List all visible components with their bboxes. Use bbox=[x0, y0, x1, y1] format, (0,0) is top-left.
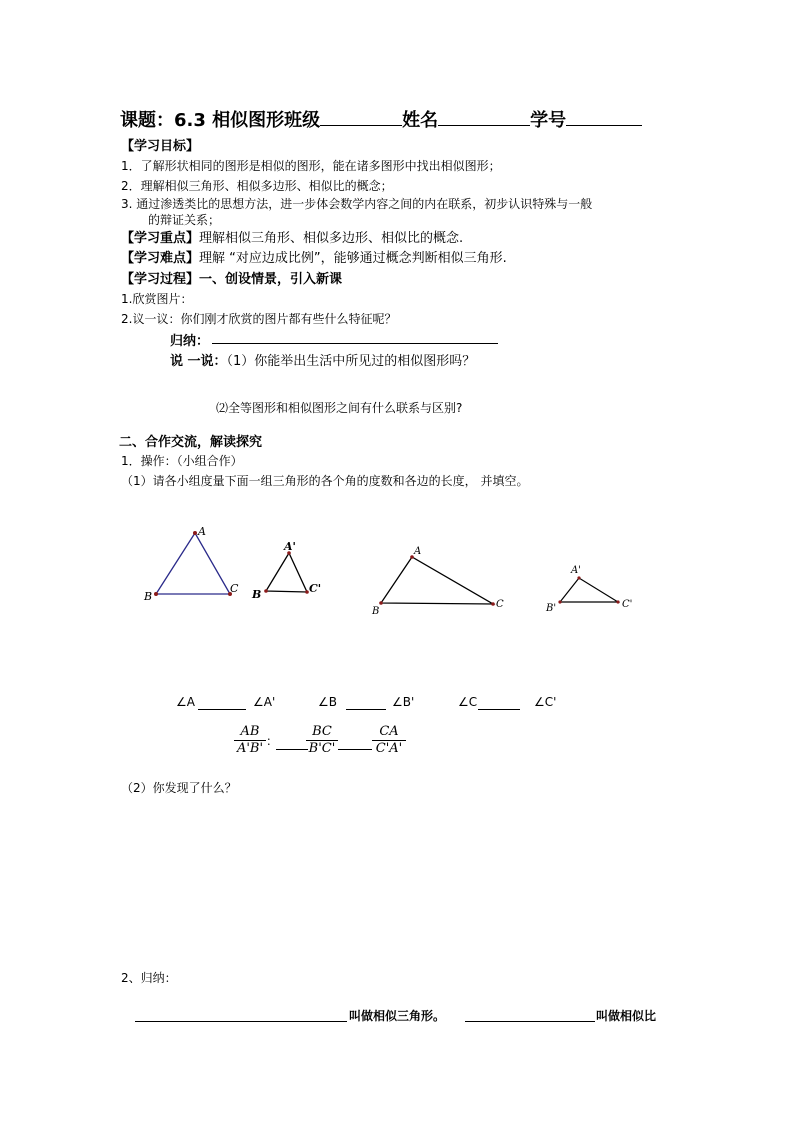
vertex-label: B bbox=[252, 588, 262, 601]
vertex-label: A' bbox=[571, 565, 581, 576]
vertex-label: C' bbox=[309, 582, 322, 595]
angle-b-blank[interactable] bbox=[346, 709, 386, 710]
vertex-label: B bbox=[144, 590, 153, 603]
summary-label: 归纳： bbox=[170, 334, 210, 349]
key-point-label: 【学习重点】 bbox=[121, 231, 200, 246]
ratio-numerator: BC bbox=[306, 724, 338, 741]
angle-c-blank[interactable] bbox=[478, 709, 520, 710]
item-enjoy-pictures: 1.欣赏图片： bbox=[121, 292, 193, 306]
ratio-denominator: B'C' bbox=[308, 741, 336, 756]
vertex-label: B bbox=[372, 606, 380, 617]
objective-item: 3. 通过渗透类比的思想方法，进一步体会数学内容之间的内在联系，初步认识特殊与一般 bbox=[121, 197, 593, 211]
ratio-ab-fraction bbox=[234, 724, 266, 757]
operation-question-1: （1）请各小组度量下面一组三角形的各个角的度数和各边的长度， 并填空。 bbox=[121, 474, 529, 488]
ratio-separator: ： bbox=[266, 734, 279, 748]
difficulty-text: 理解 “对应边成比例”，能够通过概念判断相似三角形. bbox=[199, 251, 507, 266]
triangle-abc-4 bbox=[545, 565, 632, 614]
summary-2-label: 2、归纳： bbox=[121, 971, 177, 985]
ratio-denominator: A'B' bbox=[236, 741, 264, 756]
angle-b-label: ∠B bbox=[318, 695, 337, 709]
vertex-label: C bbox=[496, 599, 504, 610]
vertex-label: A' bbox=[284, 540, 296, 553]
name-label: 姓名 bbox=[402, 110, 439, 131]
vertex-label: A bbox=[414, 546, 422, 557]
operation-label: 1．操作：（小组合作） bbox=[121, 454, 243, 468]
angle-c-label: ∠C bbox=[458, 695, 478, 709]
id-label: 学号 bbox=[530, 110, 567, 131]
angle-b-prime-label: ∠B' bbox=[392, 695, 415, 709]
ratio-blank-2[interactable] bbox=[338, 749, 372, 750]
triangle-abc-1 bbox=[143, 525, 239, 603]
objective-item: 2．理解相似三角形、相似多边形、相似比的概念； bbox=[121, 179, 393, 193]
ratio-blank-1[interactable] bbox=[276, 749, 308, 750]
similarity-ratio-blank[interactable] bbox=[465, 1021, 595, 1022]
class-label: 班级 bbox=[284, 110, 321, 131]
ratio-ca-fraction bbox=[372, 724, 406, 757]
angle-a-label: ∠A bbox=[176, 695, 195, 709]
triangle-abc-3 bbox=[371, 546, 504, 617]
section1-heading: 一、创设情景，引入新课 bbox=[199, 272, 343, 287]
operation-question-2: （2）你发现了什么？ bbox=[121, 781, 237, 795]
angle-a-prime-label: ∠A' bbox=[253, 695, 276, 709]
ratio-numerator: CA bbox=[372, 724, 406, 741]
difficulty-label: 【学习难点】 bbox=[121, 251, 200, 266]
objective-item: 的辩证关系； bbox=[148, 213, 221, 227]
angle-a-blank[interactable] bbox=[198, 709, 246, 710]
section2-heading: 二、合作交流，解读探究 bbox=[119, 435, 263, 450]
say-label: 说 一说： bbox=[170, 354, 227, 369]
vertex-label: B' bbox=[546, 603, 557, 614]
similar-triangles-blank[interactable] bbox=[135, 1021, 347, 1022]
vertex-label: A bbox=[198, 525, 206, 538]
say-question-2: ⑵全等图形和相似图形之间有什么联系与区别? bbox=[216, 401, 463, 415]
vertex-label: C bbox=[230, 582, 239, 595]
key-point-text: 理解相似三角形、相似多边形、相似比的概念. bbox=[199, 231, 464, 246]
ratio-bc-fraction bbox=[306, 724, 338, 757]
say-question-1: （1）你能举出生活中所见过的相似图形吗？ bbox=[226, 354, 476, 369]
title-text: 课题：6.3 相似图形 bbox=[120, 110, 285, 131]
process-label: 【学习过程】 bbox=[121, 272, 200, 287]
objectives-heading: 【学习目标】 bbox=[121, 139, 200, 154]
vertex-label: C' bbox=[622, 599, 633, 610]
similar-triangles-definition: 叫做相似三角形。 bbox=[349, 1009, 446, 1023]
item-discuss: 2.议一议：你们刚才欣赏的图片都有些什么特征呢？ bbox=[121, 312, 397, 326]
ratio-denominator: C'A' bbox=[375, 741, 403, 756]
angle-c-prime-label: ∠C' bbox=[534, 695, 557, 709]
similarity-ratio-definition: 叫做相似比 bbox=[596, 1009, 657, 1023]
ratio-numerator: AB bbox=[234, 724, 266, 741]
triangle-abc-2 bbox=[251, 540, 321, 601]
objective-item: 1．了解形状相同的图形是相似的图形，能在诸多图形中找出相似图形； bbox=[121, 159, 501, 173]
